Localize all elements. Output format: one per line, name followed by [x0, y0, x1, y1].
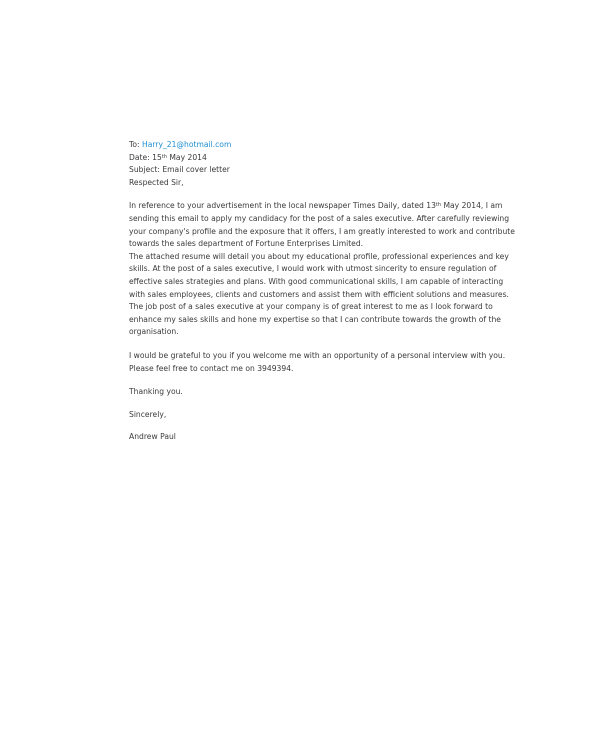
paragraph-line: your company's profile and the exposure that it offers, I am greatly interested to work and contribute: [129, 226, 515, 236]
paragraph-line: organisation.: [129, 327, 179, 337]
date-label: Date:: [129, 152, 150, 162]
paragraph-line: The attached resume will detail you about my educational profile, professional experiences and key: [129, 251, 509, 261]
paragraph-4: [129, 350, 506, 375]
paragraph-line: effective sales strategies and plans. With good communicational skills, I am capable of interacting: [129, 276, 504, 286]
salutation: Respected Sir,: [129, 177, 184, 187]
paragraph-line: sending this email to apply my candidacy for the post of a sales executive. After carefully reviewing: [129, 213, 510, 223]
paragraph-line: skills. At the post of a sales executive, I would work with utmost sincerity to ensure regulation of: [129, 264, 497, 274]
paragraph-line: enhance my sales skills and hone my expertise so that I can contribute towards the growth of the: [129, 314, 501, 324]
thanks-line: Thanking you.: [129, 387, 183, 397]
paragraph-1: [129, 200, 515, 250]
to-label: To:: [129, 140, 140, 149]
email-cover-letter: [129, 139, 515, 444]
paragraph-text: May 2014, I am: [441, 201, 503, 211]
date-rest: May 2014: [169, 152, 207, 162]
date-day: 15: [152, 152, 162, 162]
paragraph-2: [129, 251, 509, 301]
subject-line: Subject: Email cover letter: [129, 165, 230, 175]
paragraph-text: In reference to your advertisement in the local newspaper Times Daily, dated 13: [129, 201, 436, 211]
recipient-email-link[interactable]: Harry_21@hotmail.com: [141, 140, 232, 149]
sender-name: Andrew Paul: [129, 432, 176, 442]
paragraph-line: Please feel free to contact me on 3949394.: [129, 363, 294, 373]
date-line: [129, 152, 479, 165]
to-line: [129, 139, 479, 152]
paragraph-3: [129, 301, 501, 339]
date-suffix: th: [161, 153, 167, 160]
paragraph-line: towards the sales department of Fortune Enterprises Limited.: [129, 239, 364, 249]
signoff-line: Sincerely,: [129, 409, 167, 419]
date-suffix: th: [435, 202, 442, 209]
paragraph-line: I would be grateful to you if you welcome me with an opportunity of a personal interview with you.: [129, 350, 506, 360]
paragraph-line: The job post of a sales executive at your company is of great interest to me as I look forward to: [129, 302, 493, 312]
paragraph-line: with sales employees, clients and customers and assist them with efficient solutions and measures.: [129, 289, 509, 299]
paragraph-line: [129, 200, 503, 213]
